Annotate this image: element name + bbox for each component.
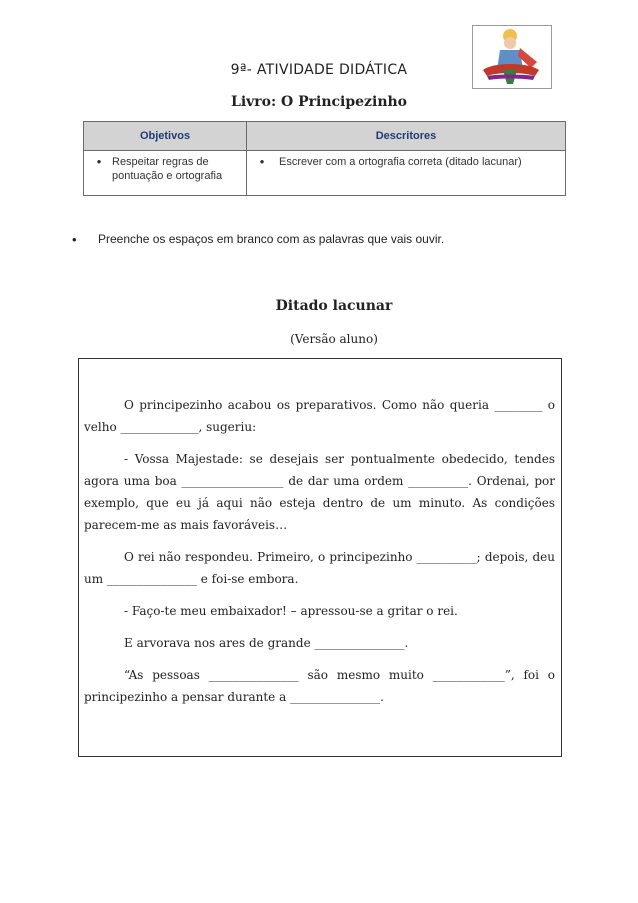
descriptor-cell [247, 151, 566, 196]
bullet-icon: • [72, 232, 77, 247]
book-title: Livro: O Principezinho [230, 94, 408, 110]
objective-text: Respeitar regras de pontuação e ortografia [112, 156, 223, 182]
dictation-paragraph: - Vossa Majestade: se desejais ser pontualmente obedecido, tendes agora uma boa _________________ de dar uma ordem __________. Ordenai, por exemplo, que eu já aqui não esteja dentro de um minuto. As condições parecem-me as mais favoráveis… [84, 452, 555, 532]
descriptors-header: Descritores [247, 122, 566, 151]
dictation-subtitle: (Versão aluno) [290, 332, 378, 346]
objectives-table [83, 121, 566, 196]
instruction [72, 232, 572, 247]
activity-title: 9ª- ATIVIDADE DIDÁTICA [230, 62, 408, 78]
dictation-paragraph: “As pessoas _______________ são mesmo muito ____________”, foi o principezinho a pensar durante a _______________. [84, 668, 555, 704]
objectives-header: Objetivos [84, 122, 247, 151]
descriptor-text: Escrever com a ortografia correta (ditado lacunar) [279, 156, 522, 168]
bullet-icon: • [96, 154, 102, 169]
instruction-text: Preenche os espaços em branco com as palavras que vais ouvir. [98, 232, 445, 246]
dictation-paragraph: E arvorava nos ares de grande _______________. [124, 636, 409, 650]
dictation-paragraph: O rei não respondeu. Primeiro, o principezinho __________; depois, deu um _______________ e foi-se embora. [84, 550, 555, 586]
little-prince-illustration-icon [472, 25, 552, 89]
dictation-paragraph: O principezinho acabou os preparativos. Como não queria ________ o velho _____________, sugeriu: [84, 398, 555, 434]
dictation-text [84, 394, 555, 718]
bullet-icon: • [259, 154, 265, 169]
dictation-title: Ditado lacunar [275, 298, 393, 314]
dictation-paragraph: - Faço-te meu embaixador! – apressou-se a gritar o rei. [124, 604, 458, 618]
objective-cell [84, 151, 247, 196]
